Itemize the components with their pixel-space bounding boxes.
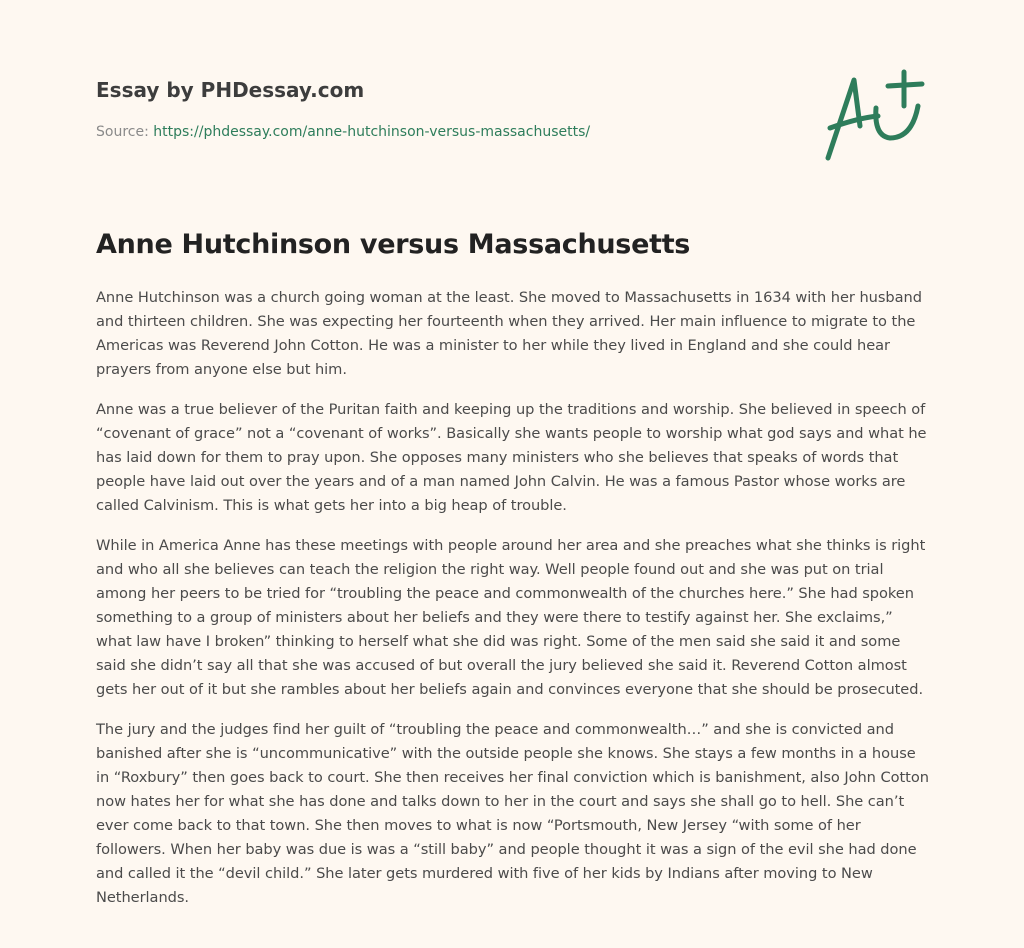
brand-title: Essay by PHDessay.com bbox=[96, 78, 365, 102]
source-link[interactable]: https://phdessay.com/anne-hutchinson-versus-massachusetts/ bbox=[153, 124, 591, 140]
a-plus-grade-icon bbox=[818, 66, 930, 166]
source-line bbox=[96, 122, 796, 142]
essay-body bbox=[96, 286, 932, 926]
essay-paragraph: Anne was a true believer of the Puritan faith and keeping up the traditions and worship. She believed in speech of “covenant of grace” not a “covenant of works”. Basically she wants people to worship what god says and what he has laid down for them to pray upon. She opposes many ministers who she believes that speaks of words that people have laid out over the years and of a man named John Calvin. He was a famous Pastor whose works are called Calvinism. This is what gets her into a big heap of trouble. bbox=[96, 401, 927, 514]
essay-header bbox=[96, 76, 796, 142]
essay-title: Anne Hutchinson versus Massachusetts bbox=[96, 229, 691, 260]
essay-paragraph: While in America Anne has these meetings with people around her area and she preaches what she thinks is right and who all she believes can teach the religion the right way. Well people found out and she was put on trial among her peers to be tried for “troubling the peace and commonwealth of the churches here.” She had spoken something to a group of ministers about her beliefs and they were there to testify against her. She exclaims,” what law have I broken” thinking to herself what she did was right. Some of the men said she said it and some said she didn’t say all that she was accused of but overall the jury believed she said it. Reverend Cotton almost gets her out of it but she rambles about her beliefs again and convinces everyone that she should be prosecuted. bbox=[96, 537, 926, 698]
essay-paragraph: The jury and the judges find her guilt of “troubling the peace and commonwealth…” and she is convicted and banished after she is “uncommunicative” with the outside people she knows. She stays a few months in a house in “Roxbury” then goes back to court. She then receives her final conviction which is banishment, also John Cotton now hates her for what she has done and talks down to her in the court and says she shall go to hell. She can’t ever come back to that town. She then moves to what is now “Portsmouth, New Jersey “with some of her followers. When her baby was due is was a “still baby” and people thought it was a sign of the evil she had done and called it the “devil child.” She later gets murdered with five of her kids by Indians after moving to New Netherlands. bbox=[96, 721, 929, 906]
essay-paragraph: Anne Hutchinson was a church going woman at the least. She moved to Massachusetts in 1634 with her husband and thirteen children. She was expecting her fourteenth when they arrived. Her main influence to migrate to the Americas was Reverend John Cotton. He was a minister to her while they lived in England and she could hear prayers from anyone else but him. bbox=[96, 289, 922, 378]
source-label: Source: bbox=[96, 124, 149, 140]
